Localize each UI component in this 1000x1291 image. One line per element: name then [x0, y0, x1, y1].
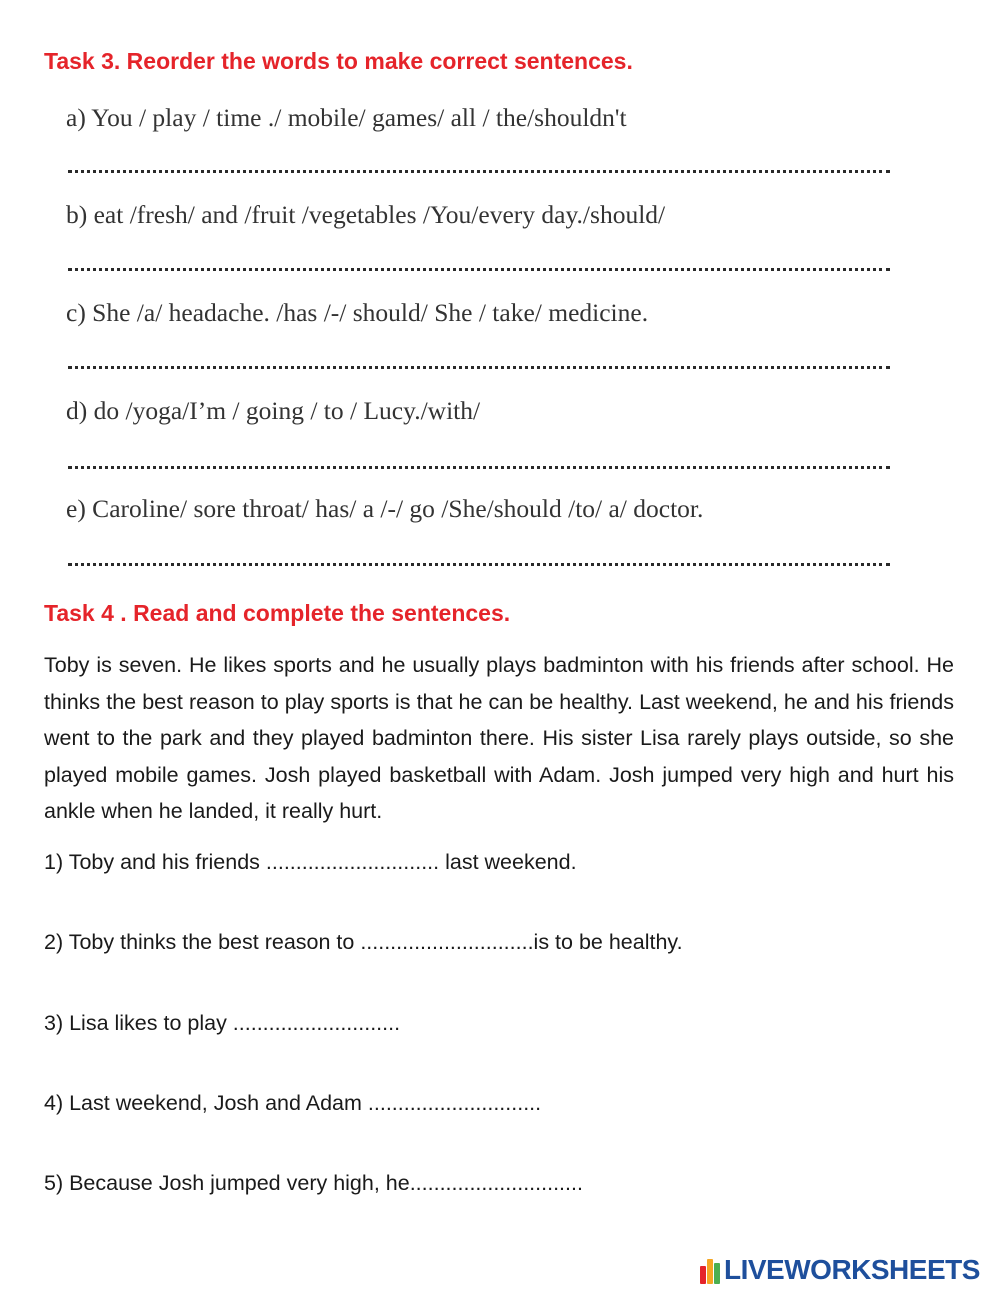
answer-line-c[interactable] — [68, 366, 890, 369]
task4-question-2[interactable]: 2) Toby thinks the best reason to .............................is to be healthy. — [44, 930, 683, 954]
answer-line-a[interactable] — [68, 170, 890, 173]
task3-item-c: c) She /a/ headache. /has /-/ should/ She / take/ medicine. — [66, 298, 649, 327]
answer-line-b[interactable] — [68, 268, 890, 271]
reading-passage: Toby is seven. He likes sports and he usually plays badminton with his friends after school. He thinks the best reason to play sports is that he can be healthy. Last weekend, he and his friends went to the park and they played badminton there. His sister Lisa rarely plays outside, so she played mobile games. Josh played basketball with Adam. Josh jumped very high and hurt his ankle when he landed, it really hurt. — [44, 653, 954, 824]
task3-item-a: a) You / play / time ./ mobile/ games/ all / the/shouldn't — [66, 103, 627, 132]
task3-item-e: e) Caroline/ sore throat/ has/ a /-/ go /She/should /to/ a/ doctor. — [66, 494, 704, 523]
answer-line-d[interactable] — [68, 466, 890, 469]
task3-heading: Task 3. Reorder the words to make correct sentences. — [44, 48, 633, 74]
task4-question-1[interactable]: 1) Toby and his friends ............................. last weekend. — [44, 850, 577, 874]
logo-text: LIVEWORKSHEETS — [724, 1254, 980, 1285]
task3-item-d: d) do /yoga/I’m / going / to / Lucy./with/ — [66, 396, 481, 425]
liveworksheets-logo-icon — [700, 1256, 722, 1284]
task4-question-5[interactable]: 5) Because Josh jumped very high, he............................. — [44, 1171, 583, 1195]
task3-item-b: b) eat /fresh/ and /fruit /vegetables /You/every day./should/ — [66, 200, 666, 229]
task4-question-3[interactable]: 3) Lisa likes to play ............................ — [44, 1011, 401, 1035]
task4-question-4[interactable]: 4) Last weekend, Josh and Adam ............................. — [44, 1091, 542, 1115]
liveworksheets-logo — [700, 1254, 980, 1286]
answer-line-e[interactable] — [68, 563, 890, 566]
task4-heading: Task 4 . Read and complete the sentences. — [44, 600, 511, 626]
